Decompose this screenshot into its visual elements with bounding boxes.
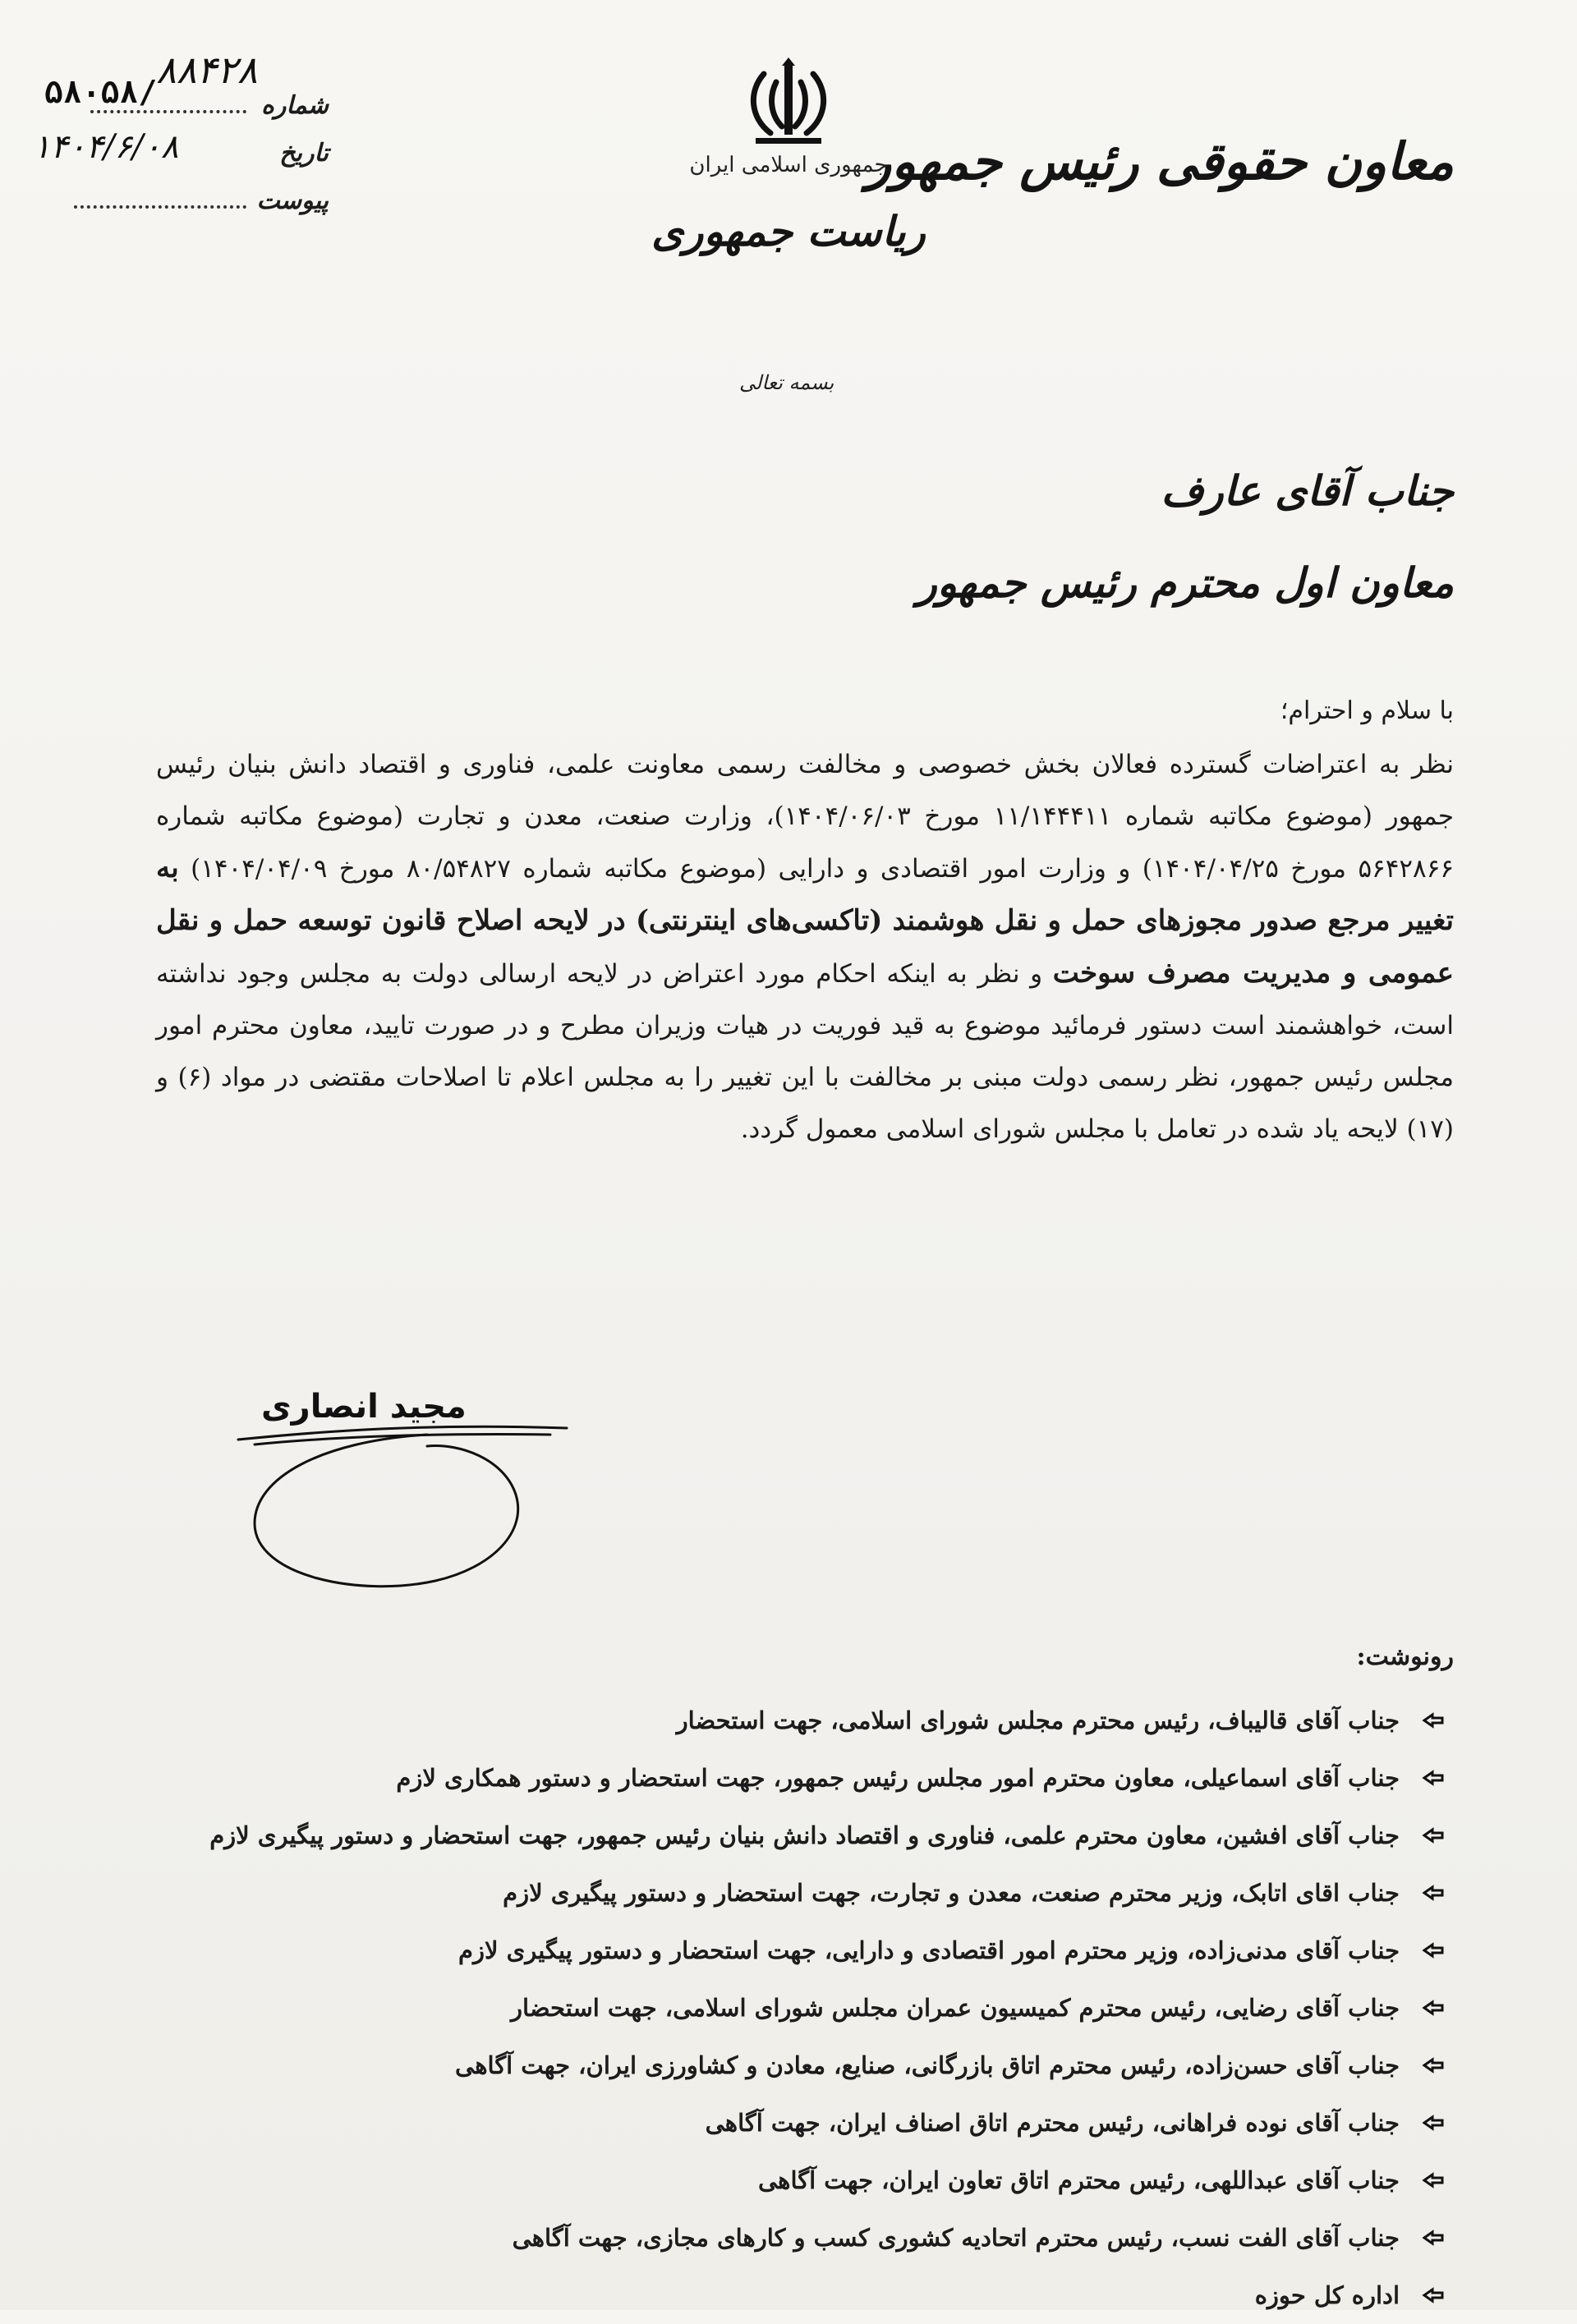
iran-emblem-icon bbox=[739, 57, 838, 148]
cc-heading: رونوشت: bbox=[1356, 1642, 1454, 1671]
cc-item bbox=[49, 1807, 1446, 1864]
cc-item bbox=[49, 1749, 1446, 1807]
addressee-title: معاون اول محترم رئیس جمهور bbox=[917, 558, 1454, 607]
cc-item-text: جناب آقای رضایی، رئیس محترم کمیسیون عمران مجلس شورای اسلامی، جهت استحضار bbox=[511, 1994, 1400, 2022]
bismillah: بسمه تعالی bbox=[739, 371, 834, 394]
letter-meta bbox=[33, 48, 361, 220]
cc-item-text: جناب آقای افشین، معاون محترم علمی، فناوری و اقتصاد دانش بنیان رئیس جمهور، جهت استحضار و دستور پیگیری لازم bbox=[209, 1821, 1400, 1849]
cc-item bbox=[49, 1922, 1446, 1979]
cc-item-text: جناب آقای نوده فراهانی، رئیس محترم اتاق اصناف ایران، جهت آگاهی bbox=[705, 2109, 1400, 2137]
cc-item-text: جناب آقای اسماعیلی، معاون محترم امور مجلس رئیس جمهور، جهت استحضار و دستور همکاری لازم bbox=[396, 1764, 1400, 1792]
body-subject-bold: به تغییر مرجع صدور مجوزهای حمل و نقل هوشمند (تاکسی‌های اینترنتی) در لایحه اصلاح قانون توسعه حمل و نقل عمومی و مدیریت مصرف سوخت bbox=[156, 852, 1454, 990]
cc-item bbox=[49, 2152, 1446, 2209]
addressee-name: جناب آقای عارف bbox=[1161, 466, 1454, 515]
pointing-hand-bullet-icon bbox=[1421, 2168, 1446, 2193]
cc-item-text: اداره کل حوزه bbox=[1254, 2281, 1400, 2309]
stamped-number: ۵۸۰۵۸/ bbox=[44, 74, 158, 110]
cc-item-text: جناب اقای اتابک، وزیر محترم صنعت، معدن و تجارت، جهت استحضار و دستور پیگیری لازم bbox=[503, 1879, 1400, 1907]
pointing-hand-bullet-icon bbox=[1421, 2110, 1446, 2135]
number-dots bbox=[90, 110, 246, 113]
republic-name: جمهوری اسلامی ایران bbox=[689, 153, 888, 177]
pointing-hand-bullet-icon bbox=[1421, 1766, 1446, 1790]
cc-item-text: جناب آقای الفت نسب، رئیس محترم اتحادیه کشوری کسب و کارهای مجازی، جهت آگاهی bbox=[512, 2224, 1400, 2252]
cc-item bbox=[49, 2094, 1446, 2152]
pointing-hand-bullet-icon bbox=[1421, 1996, 1446, 2020]
cc-item bbox=[49, 2209, 1446, 2267]
cc-item-text: جناب آقای قالیباف، رئیس محترم مجلس شورای اسلامی، جهت استحضار bbox=[676, 1706, 1400, 1734]
pointing-hand-bullet-icon bbox=[1421, 1881, 1446, 1905]
pointing-hand-bullet-icon bbox=[1421, 2225, 1446, 2250]
pointing-hand-bullet-icon bbox=[1421, 1938, 1446, 1963]
body-paragraph-intro: نظر به اعتراضات گسترده فعالان بخش خصوصی و مخالفت رسمی معاونت علمی، فناوری و اقتصاد دانش بنیان رئیس جمهور (موضوع مکاتبه شماره ۱۱/۱۴۴۴۱۱ مورخ ۱۴۰۴/۰۶/۰۳)، وزارت صنعت، معدن و تجارت (موضوع مکاتبه شماره ۵۶۴۲۸۶۶ مورخ ۱۴۰۴/۰۴/۲۵) و وزارت امور اقتصادی و دارایی (موضوع مکاتبه شماره ۸۰/۵۴۸۲۷ مورخ ۱۴۰۴/۰۴/۰۹) bbox=[156, 750, 1455, 884]
cc-item-text: جناب آقای مدنی‌زاده، وزیر محترم امور اقتصادی و دارایی، جهت استحضار و دستور پیگیری لازم bbox=[458, 1936, 1400, 1964]
attachment-dots bbox=[74, 205, 246, 209]
cc-item-text: جناب آقای عبداللهی، رئیس محترم اتاق تعاون ایران، جهت آگاهی bbox=[757, 2166, 1400, 2194]
letter-body bbox=[156, 739, 1454, 1155]
cc-item bbox=[49, 1692, 1446, 1749]
signer-name: مجید انصاری bbox=[261, 1388, 467, 1426]
cc-list bbox=[49, 1692, 1446, 2324]
pointing-hand-bullet-icon bbox=[1421, 1823, 1446, 1848]
pointing-hand-bullet-icon bbox=[1421, 2053, 1446, 2078]
body-paragraph-request: و نظر به اینکه احکام مورد اعتراض در لایحه ارسالی دولت به مجلس وجود نداشته است، خواهشمند است دستور فرمائید موضوع به قید فوریت در هیات وزیران مطرح و در صورت تایید، معاون محترم امور مجلس رئیس جمهور، نظر رسمی دولت مبنی بر مخالفت با این تغییر را به مجلس اعلام تا اصلاحات مقتضی در مواد (۶) و (۱۷) لایحه یاد شده در تعامل با مجلس شورای اسلامی معمول گردد. bbox=[156, 959, 1455, 1144]
cc-item bbox=[49, 2267, 1446, 2324]
cc-item-text: جناب آقای حسن‌زاده، رئیس محترم اتاق بازرگانی، صنایع، معادن و کشاورزی ایران، جهت آگاهی bbox=[455, 2051, 1400, 2079]
attachment-label: پیوست bbox=[256, 186, 329, 215]
date-label: تاریخ bbox=[279, 139, 329, 168]
office-title: معاون حقوقی رئیس جمهور bbox=[867, 131, 1454, 191]
cc-item bbox=[49, 1864, 1446, 1922]
pointing-hand-bullet-icon bbox=[1421, 2283, 1446, 2308]
handwritten-signature-icon bbox=[222, 1400, 600, 1614]
pointing-hand-bullet-icon bbox=[1421, 1708, 1446, 1733]
handwritten-number: ۸۸۴۲۸ bbox=[156, 48, 258, 92]
cc-item bbox=[49, 1979, 1446, 2037]
greeting: با سلام و احترام؛ bbox=[1280, 696, 1454, 725]
handwritten-date: ۱۴۰۴/۶/۰۸ bbox=[33, 128, 179, 166]
presidency-title: ریاست جمهوری bbox=[651, 207, 926, 255]
cc-item bbox=[49, 2037, 1446, 2094]
number-label: شماره bbox=[261, 91, 329, 120]
